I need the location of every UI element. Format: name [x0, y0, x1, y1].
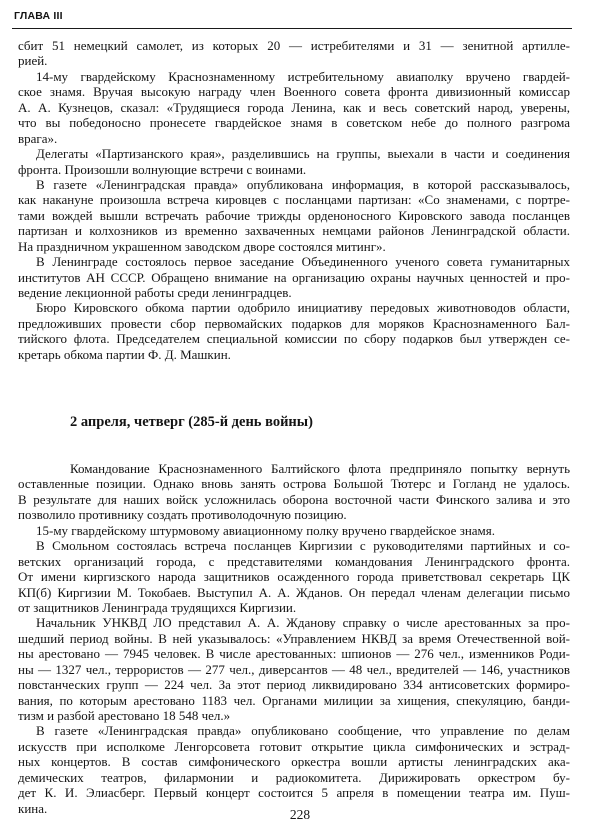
text-line: демических театров, филармонии и радиокомитета. Дирижировать оркестром бу- — [18, 769, 570, 785]
text-line: партизан и колхозников из временно захваченных немцами районов Ленинградской области. — [18, 223, 570, 239]
text-line: искусств при исполкоме Ленгорсовета готовит открытие цикла симфонических и эстрад- — [18, 738, 570, 754]
text-line: позволило противнику создать противолодочную позицию. — [18, 507, 347, 523]
page-number: 228 — [289, 807, 311, 822]
text-line: шедший период войны. В ней указывалось: «Управлением НКВД за время Отечественной вой- — [18, 630, 570, 646]
text-line: тами вождей вышли встречать рабочие трижды орденоносного Кировского завода посланцев — [18, 207, 570, 223]
text-line: ны арестовано — 7945 человек. В числе арестованных: шпионов — 276 чел., изменников Роди- — [18, 646, 570, 662]
text-line: кина. — [18, 800, 48, 816]
text-line: вания, по которым арестовано 1183 чел. Органами милиции за хищения, спекуляцию, банди- — [18, 692, 570, 708]
text-line: В газете «Ленинградская правда» опубликована информация, в которой рассказывалось, — [36, 176, 570, 192]
text-line: врага». — [18, 130, 58, 146]
text-line: оставленные позиции. Однако вновь занять острова Большой Тютерс и Гогланд не удалось. — [18, 476, 570, 492]
text-line: В результате для наших войск усложнилась оборона восточной части Финского залива и это — [18, 491, 570, 507]
text-line: ведение лекционной работы среди ленинградцев. — [18, 285, 292, 300]
text-line: повстанческих групп — 224 чел. За этот период ликвидировано 334 антисоветских формиро- — [18, 677, 570, 693]
text-line: тийского флота. Председателем специальной комиссии по сбору подарков был утвержден се- — [18, 331, 570, 347]
text-line: 15-му гвардейскому штурмовому авиационному полку вручено гвардейское знамя. — [36, 522, 496, 538]
text-line: предложивших провести сбор первомайских подарков для моряков Краснознаменного Бал- — [18, 315, 570, 331]
text-line: рией. — [18, 53, 48, 69]
text-line: дет К. И. Элиасберг. Первый концерт состоится 5 апреля в помещении театра им. Пуш- — [18, 785, 570, 801]
text-line: кретарь обкома партии Ф. Д. Машкин. — [18, 346, 231, 362]
text-line: ных концертов. В состав симфонического оркестра вошли артисты ленинградских ака- — [18, 754, 570, 770]
text-line: На праздничном украшенном заводском дворе состоялся митинг». — [18, 238, 386, 254]
text-line: от защитников Ленинграда трудящихся Киргизии. — [18, 599, 297, 615]
chapter-title: ГЛАВА III — [14, 10, 63, 22]
text-line: как накануне произошла встреча кировцев с посланцами партизан: «Со знаменами, с портре- — [18, 192, 570, 208]
text-line: Бюро Кировского обкома партии одобрило инициативу передовых животноводов области, — [36, 300, 570, 316]
text-line: А. А. Кузнецов, сказал: «Трудящиеся города Ленина, как и весь советский народ, уверены, — [18, 99, 570, 115]
text-line: Начальник УНКВД ЛО представил А. А. Жданову справку о числе арестованных за про- — [36, 615, 570, 631]
date-heading: 2 апреля, четверг (285-й день войны) — [70, 414, 313, 430]
text-line: ветских организаций города, с представителями командования Ленинградского фронта. — [18, 553, 570, 569]
text-line: сбит 51 немецкий самолет, из которых 20 — истребителями и 31 — зенитной артилле- — [18, 38, 570, 53]
running-header — [12, 6, 572, 29]
text-line: ское знамя. Вручая высокую награду член Военного совета фронта дивизионный комиссар — [18, 84, 570, 100]
text-line: КП(б) Киргизии М. Токобаев. Выступил А. А. Жданов. Он передал членам делегации письмо — [18, 584, 570, 600]
text-line: Делегаты «Партизанского края», разделившись на группы, выехали в части и соединения — [36, 146, 570, 162]
text-line: фронта. Произошли волнующие встречи с воинами. — [18, 161, 307, 177]
text-line: ны — 1327 чел., террористов — 277 чел., диверсантов — 48 чел., вредителей — 146, участников — [18, 661, 570, 677]
text-line: В Ленинграде состоялось первое заседание Объединенного ученого совета гуманитарных — [36, 254, 570, 270]
text-line: тизм и разбой арестовано 18 548 чел.» — [18, 708, 231, 723]
text-line: От имени киргизского народа защитников осажденного города приветствовал секретарь ЦК — [18, 569, 570, 585]
text-line: Командование Краснознаменного Балтийского флота предприняло попытку вернуть — [70, 461, 570, 476]
text-line: В Смольном состоялась встреча посланцев Киргизии с руководителями партийных и со- — [36, 538, 570, 554]
text-line: институтов АН СССР. Обращено внимание на организацию охраны научных ценностей и про- — [18, 269, 570, 285]
text-block-after-date — [18, 461, 570, 816]
text-line: В газете «Ленинградская правда» опубликовано сообщение, что управление по делам — [36, 723, 570, 739]
text-line: 14-му гвардейскому Краснознаменному истребительному авиаполку вручено гвардей- — [36, 68, 570, 84]
text-line: что вы победоносно пронесете гвардейское знамя в советском небе до полного разгрома — [18, 115, 570, 131]
text-block-before-date — [18, 38, 570, 362]
